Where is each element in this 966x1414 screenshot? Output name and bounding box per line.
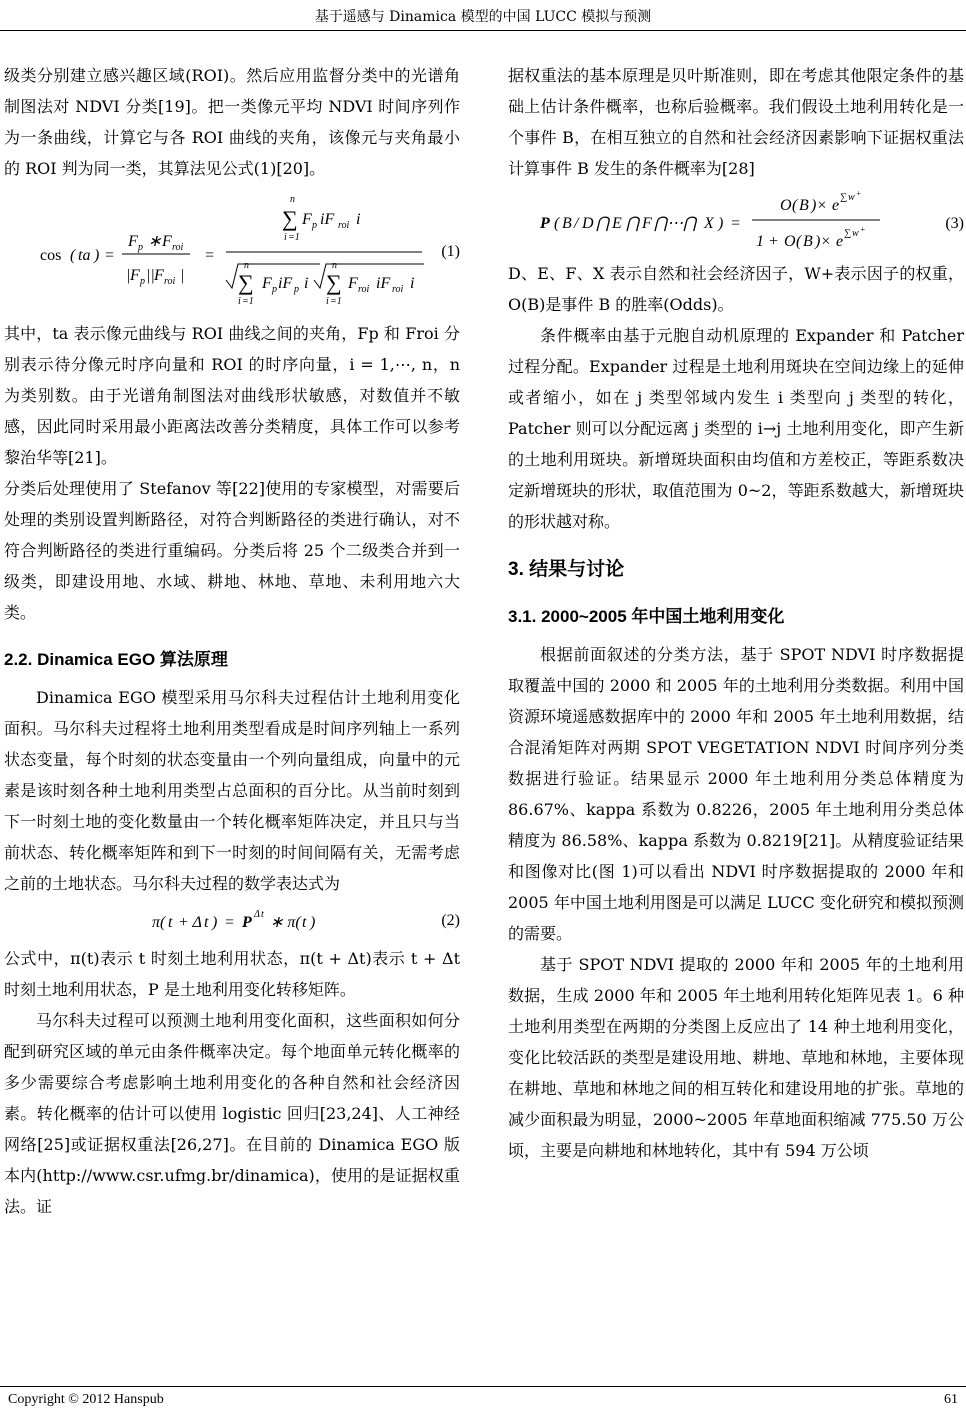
- svg-text:): ): [94, 247, 100, 264]
- right-column: [508, 60, 964, 1166]
- svg-text:⋂: ⋂: [596, 215, 610, 232]
- svg-text:=1: =1: [330, 296, 342, 307]
- svg-text:t: t: [168, 914, 173, 931]
- svg-text:p: p: [312, 220, 317, 231]
- paragraph: 公式中，π(t)表示 t 时刻土地利用状态，π(t + Δt)表示 t + Δt 时刻土地利用状态，P 是土地利用变化转移矩阵。: [4, 949, 460, 999]
- svg-text:i: i: [356, 211, 361, 228]
- svg-text:e: e: [832, 197, 840, 214]
- svg-text:O: O: [780, 197, 792, 214]
- running-header: 基于遥感与 Dinamica 模型的中国 LUCC 模拟与预测: [314, 9, 652, 25]
- equation-2: [4, 899, 460, 943]
- svg-text:=1: =1: [242, 296, 254, 307]
- svg-text:∑: ∑: [238, 270, 254, 295]
- svg-text:F: F: [302, 211, 312, 228]
- svg-text:+: +: [856, 189, 862, 198]
- svg-text:F: F: [262, 275, 272, 292]
- svg-text:): ): [718, 215, 724, 232]
- footer-rule: [0, 1386, 966, 1387]
- svg-text:∗: ∗: [148, 233, 162, 250]
- svg-text:): ): [310, 914, 316, 931]
- svg-text:(: (: [70, 247, 76, 264]
- svg-text:=: =: [730, 215, 741, 232]
- left-column: [4, 60, 460, 1222]
- svg-text:P: P: [540, 215, 550, 232]
- svg-text:F: F: [130, 267, 140, 284]
- svg-text:⋂: ⋂: [626, 215, 640, 232]
- equation-3: [508, 184, 964, 258]
- paragraph: D、E、F、X 表示自然和社会经济因子，W+表示因子的权重，O(B)是事件 B 的胜率(Odds)。: [508, 264, 964, 314]
- svg-text:(: (: [796, 233, 802, 250]
- paragraph: 马尔科夫过程可以预测土地利用变化面积，这些面积如何分配到研究区域的单元由条件概率决定。每个地面单元转化概率的多少需要综合考虑影响土地利用变化的各种自然和社会经济因素。转化概率的估计可以使用 logistic 回归[23,24]、人工神经网络[25]或证据权重法[26,27]。在目前的 Dinamica EGO 版本内(http://www.csr.ufmg.br/dinamica)，使用的是证据权重法。证: [4, 1011, 460, 1216]
- svg-text:roi: roi: [172, 242, 184, 253]
- paragraph: 其中，ta 表示像元曲线与 ROI 曲线之间的夹角，Fp 和 Froi 分别表示待分像元时序向量和 ROI 的时序向量，i = 1,⋯, n，n 为类别数。由于光谱角制图法对曲线形状敏感，对数值并不敏感，因此同时采用最小距离法改善分类精度，具体工作可以参考黎治华等[21]。: [4, 324, 460, 467]
- svg-text:/: /: [574, 215, 579, 232]
- svg-text:∑: ∑: [282, 206, 298, 231]
- equation-1-number: (1): [441, 243, 460, 260]
- svg-text:i: i: [238, 296, 241, 307]
- paragraph: 条件概率由基于元胞自动机原理的 Expander 和 Patcher 过程分配。Expander 过程是土地利用斑块在空间边缘上的延伸或者缩小，如在 j 类型邻域内发生 i 类型向 j 类型的转化，Patcher 则可以分配远离 j 类型的 i→j 土地利用变化，即产生新的土地利用斑块。新增斑块面积由均值和方差校正，等距系数决定新增斑块的形状，取值范围为 0~2，等距系数越大，新增斑块的形状越对称。: [508, 326, 964, 531]
- svg-text:roi: roi: [392, 284, 404, 295]
- svg-text:E: E: [612, 215, 622, 232]
- svg-text:∑: ∑: [326, 270, 342, 295]
- svg-text:=: =: [224, 914, 235, 931]
- svg-text:p: p: [294, 284, 299, 295]
- svg-text:⋂⋯⋂: ⋂⋯⋂: [654, 215, 697, 232]
- page-number: 61: [944, 1392, 958, 1407]
- svg-text:t: t: [204, 914, 209, 931]
- svg-text:): ): [212, 914, 218, 931]
- svg-text:i: i: [304, 275, 309, 292]
- svg-text:w: w: [848, 192, 855, 203]
- svg-text:=1: =1: [288, 232, 300, 243]
- svg-text:roi: roi: [358, 284, 370, 295]
- svg-text:t: t: [302, 914, 307, 931]
- svg-text:B: B: [803, 233, 813, 250]
- svg-text:∑: ∑: [844, 228, 852, 239]
- svg-text:=: =: [204, 247, 215, 264]
- svg-text:B: B: [799, 197, 809, 214]
- svg-text:(: (: [792, 197, 798, 214]
- svg-text:n: n: [244, 260, 249, 271]
- equation-3-graphic: [508, 184, 964, 258]
- svg-text:i: i: [326, 296, 329, 307]
- section-heading-3: 3. 结果与讨论: [508, 559, 625, 580]
- svg-text:∗ π(: ∗ π(: [270, 914, 301, 931]
- svg-text:+: +: [860, 225, 866, 234]
- svg-text:e: e: [836, 233, 844, 250]
- svg-text:t: t: [261, 909, 264, 920]
- svg-text:F: F: [642, 215, 652, 232]
- svg-text:)×: )×: [811, 197, 828, 214]
- svg-text:F: F: [128, 233, 138, 250]
- paragraph: 分类后处理使用了 Stefanov 等[22]使用的专家模型，对需要后处理的类别设置判断路径，对符合判断路径的类进行确认，对不符合判断路径的类进行重编码。分类后将 25 个二级类合并到一级类，即建设用地、水域、耕地、林地、草地、未利用地六大类。: [4, 479, 460, 622]
- svg-text:+ Δ: + Δ: [178, 914, 202, 931]
- svg-text:||: ||: [146, 267, 155, 284]
- svg-text:roi: roi: [164, 276, 176, 287]
- svg-text:(: (: [554, 215, 560, 232]
- svg-text:w: w: [852, 228, 859, 239]
- svg-text:|: |: [180, 267, 185, 284]
- equation-1: [4, 184, 460, 318]
- header-rule: [0, 30, 966, 31]
- svg-text:F: F: [348, 275, 358, 292]
- svg-text:iF: iF: [376, 275, 391, 292]
- paragraph: 基于 SPOT NDVI 提取的 2000 年和 2005 年的土地利用数据，生成 2000 年和 2005 年土地利用转化矩阵见表 1。6 种土地利用类型在两期的分类图上反应出了 14 种土地利用变化，变化比较活跃的类型是建设用地、耕地、草地和林地，主要体现在耕地、草地和林地之间的相互转化和建设用地的扩张。草地的减少面积最为明显，2000~2005 年草地面积缩减 775.50 万公顷，主要是向耕地和林地转化，其中有 594 万公顷: [508, 955, 964, 1160]
- equation-3-number: (3): [945, 215, 964, 232]
- svg-text:n: n: [290, 194, 295, 205]
- svg-text:π(: π(: [152, 914, 166, 931]
- svg-text:O: O: [784, 233, 796, 250]
- svg-text:D: D: [582, 215, 594, 232]
- svg-text:cos: cos: [40, 247, 62, 264]
- svg-text:1 +: 1 +: [756, 233, 779, 250]
- svg-text:P: P: [242, 914, 252, 931]
- copyright-notice: Copyright © 2012 Hanspub: [8, 1392, 164, 1407]
- svg-text:ta: ta: [78, 247, 91, 264]
- equation-1-graphic: [4, 184, 460, 318]
- equation-2-graphic: [4, 899, 460, 943]
- paragraph: 根据前面叙述的分类方法，基于 SPOT NDVI 时序数据提取覆盖中国的 2000 和 2005 年的土地利用分类数据。利用中国资源环境遥感数据库中的 2000 年和 2005 年土地利用数据，结合混淆矩阵对两期 SPOT VEGETATION NDVI 时间序列分类数据进行验证。结果显示 2000 年土地利用分类总体精度为 86.67%、kappa 系数为 0.8226，2005 年土地利用分类总体精度为 86.58%、kappa 系数为 0.8219[21]。从精度验证结果和图像对比(图 1)可以看出 NDVI 时序数据提取的 2000 年和 2005 年中国土地利用图是可以满足 LUCC 变化研究和模拟预测的需要。: [508, 645, 964, 943]
- svg-text:F: F: [162, 233, 172, 250]
- section-heading-2-2: 2.2. Dinamica EGO 算法原理: [4, 650, 228, 669]
- svg-text:p: p: [138, 242, 143, 253]
- svg-text:F: F: [154, 267, 164, 284]
- svg-text:i: i: [284, 232, 287, 243]
- svg-text:iF: iF: [320, 211, 335, 228]
- svg-text:iF: iF: [278, 275, 293, 292]
- paragraph: 级类分别建立感兴趣区域(ROI)。然后应用监督分类中的光谱角制图法对 NDVI 分类[19]。把一类像元平均 NDVI 时间序列作为一条曲线，计算它与各 ROI 曲线的夹角，该像元与夹角最小的 ROI 判为同一类，其算法见公式(1)[20]。: [4, 66, 460, 178]
- svg-text:i: i: [410, 275, 415, 292]
- svg-text:)×: )×: [815, 233, 832, 250]
- svg-text:Δ: Δ: [254, 909, 260, 920]
- equation-2-number: (2): [441, 912, 460, 929]
- svg-text:B: B: [562, 215, 572, 232]
- svg-text:p: p: [140, 276, 145, 287]
- paragraph: Dinamica EGO 模型采用马尔科夫过程估计土地利用变化面积。马尔科夫过程将土地利用类型看成是时间序列轴上一系列状态变量，每个时刻的状态变量由一个列向量组成，向量中的元素是该时刻各种土地利用类型占总面积的百分比。从当前时刻到下一时刻土地的变化数量由一个转化概率矩阵决定，并且只与当前状态、转化概率矩阵和到下一时刻的时间间隔有关，无需考虑之前的土地状态。马尔科夫过程的数学表达式为: [4, 688, 460, 893]
- section-heading-3-1: 3.1. 2000~2005 年中国土地利用变化: [508, 607, 785, 626]
- svg-text:|: |: [126, 267, 131, 284]
- svg-text:p: p: [272, 284, 277, 295]
- svg-text:=: =: [104, 247, 115, 264]
- svg-text:X: X: [704, 215, 714, 232]
- svg-text:roi: roi: [338, 220, 350, 231]
- svg-text:∑: ∑: [840, 192, 848, 203]
- paragraph: 据权重法的基本原理是贝叶斯准则，即在考虑其他限定条件的基础上估计条件概率，也称后验概率。我们假设土地利用转化是一个事件 B，在相互独立的自然和社会经济因素影响下证据权重法计算事件 B 发生的条件概率为[28]: [508, 66, 964, 178]
- svg-text:n: n: [332, 260, 337, 271]
